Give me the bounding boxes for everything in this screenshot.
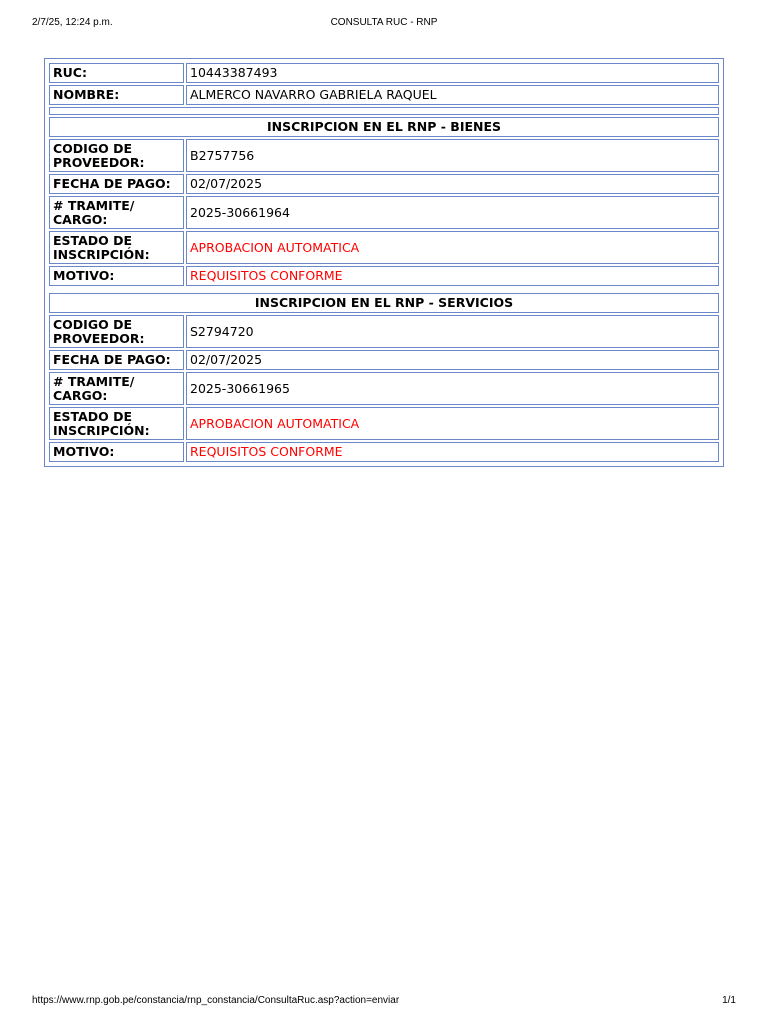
bienes-codigo-row bbox=[49, 139, 719, 172]
servicios-codigo-label: CODIGO DE PROVEEDOR: bbox=[49, 315, 184, 348]
bienes-fecha-value: 02/07/2025 bbox=[186, 174, 719, 194]
bienes-motivo-value: REQUISITOS CONFORME bbox=[186, 266, 719, 286]
bienes-tramite-label: # TRAMITE/ CARGO: bbox=[49, 196, 184, 229]
print-title: CONSULTA RUC - RNP bbox=[330, 17, 438, 28]
servicios-fecha-label: FECHA DE PAGO: bbox=[49, 350, 184, 370]
bienes-motivo-row bbox=[49, 266, 719, 286]
print-page-number: 1/1 bbox=[722, 995, 736, 1006]
bienes-tramite-value: 2025-30661964 bbox=[186, 196, 719, 229]
servicios-motivo-value: REQUISITOS CONFORME bbox=[186, 442, 719, 462]
bienes-tramite-row bbox=[49, 196, 719, 229]
nombre-label: NOMBRE: bbox=[49, 85, 184, 105]
ruc-row bbox=[49, 63, 719, 83]
section-gap-cell bbox=[49, 288, 719, 291]
bienes-estado-value: APROBACION AUTOMATICA bbox=[186, 231, 719, 264]
spacer-row bbox=[49, 107, 719, 115]
bienes-motivo-label: MOTIVO: bbox=[49, 266, 184, 286]
servicios-codigo-row bbox=[49, 315, 719, 348]
servicios-codigo-value: S2794720 bbox=[186, 315, 719, 348]
print-datetime: 2/7/25, 12:24 p.m. bbox=[32, 17, 113, 28]
servicios-fecha-value: 02/07/2025 bbox=[186, 350, 719, 370]
servicios-motivo-label: MOTIVO: bbox=[49, 442, 184, 462]
bienes-fecha-label: FECHA DE PAGO: bbox=[49, 174, 184, 194]
print-url: https://www.rnp.gob.pe/constancia/rnp_constancia/ConsultaRuc.asp?action=enviar bbox=[32, 995, 400, 1006]
nombre-value: ALMERCO NAVARRO GABRIELA RAQUEL bbox=[186, 85, 719, 105]
servicios-section-title: INSCRIPCION EN EL RNP - SERVICIOS bbox=[49, 293, 719, 313]
bienes-fecha-row bbox=[49, 174, 719, 194]
bienes-codigo-value: B2757756 bbox=[186, 139, 719, 172]
ruc-result-panel bbox=[44, 58, 724, 467]
servicios-tramite-label: # TRAMITE/ CARGO: bbox=[49, 372, 184, 405]
print-header bbox=[0, 17, 768, 31]
servicios-tramite-row bbox=[49, 372, 719, 405]
servicios-estado-value: APROBACION AUTOMATICA bbox=[186, 407, 719, 440]
spacer-cell bbox=[49, 107, 719, 115]
servicios-estado-row bbox=[49, 407, 719, 440]
servicios-fecha-row bbox=[49, 350, 719, 370]
ruc-result-table bbox=[47, 61, 721, 464]
servicios-section-header bbox=[49, 293, 719, 313]
print-footer bbox=[0, 995, 768, 1009]
bienes-section-header bbox=[49, 117, 719, 137]
bienes-codigo-label: CODIGO DE PROVEEDOR: bbox=[49, 139, 184, 172]
ruc-label: RUC: bbox=[49, 63, 184, 83]
ruc-value: 10443387493 bbox=[186, 63, 719, 83]
section-gap bbox=[49, 288, 719, 291]
servicios-estado-label: ESTADO DE INSCRIPCIÓN: bbox=[49, 407, 184, 440]
servicios-motivo-row bbox=[49, 442, 719, 462]
bienes-estado-label: ESTADO DE INSCRIPCIÓN: bbox=[49, 231, 184, 264]
bienes-estado-row bbox=[49, 231, 719, 264]
servicios-tramite-value: 2025-30661965 bbox=[186, 372, 719, 405]
nombre-row bbox=[49, 85, 719, 105]
bienes-section-title: INSCRIPCION EN EL RNP - BIENES bbox=[49, 117, 719, 137]
